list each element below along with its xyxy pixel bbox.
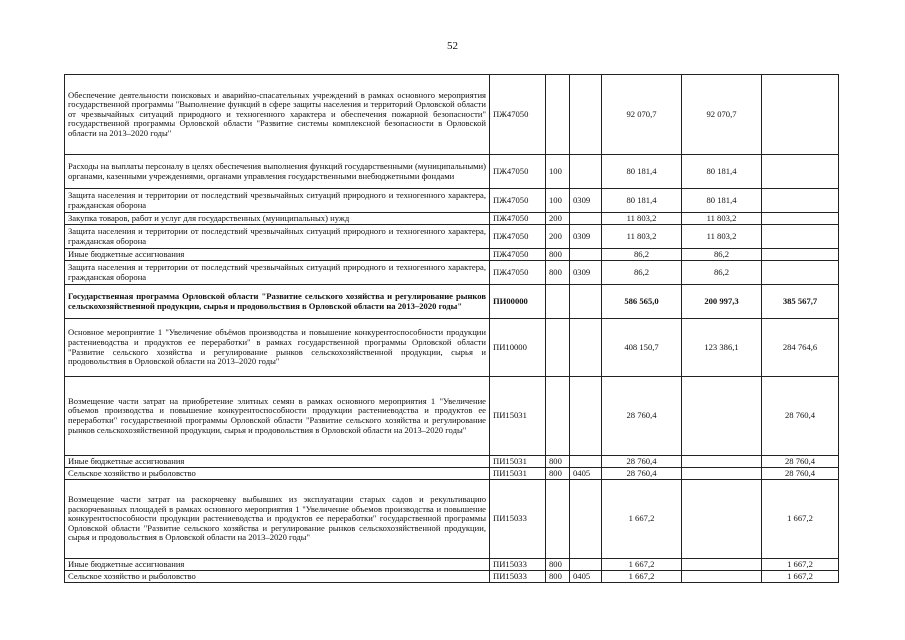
row-sum-total-cell: 1 667,2 (602, 480, 682, 559)
row-code-cell: ПИ10000 (490, 319, 546, 377)
row-expense-type-cell (546, 480, 570, 559)
row-sum-federal-cell (762, 249, 839, 261)
row-sum-federal-cell (762, 75, 839, 155)
table-row (65, 189, 839, 213)
row-code-cell: ПЖ47050 (490, 249, 546, 261)
row-expense-type-cell: 200 (546, 225, 570, 249)
row-sum-regional-cell: 80 181,4 (682, 155, 762, 189)
row-sum-regional-cell: 200 997,3 (682, 285, 762, 319)
row-expense-type-cell: 800 (546, 559, 570, 571)
row-section-cell (570, 377, 602, 456)
row-expense-type-cell: 800 (546, 261, 570, 285)
row-name-cell: Иные бюджетные ассигнования (65, 456, 490, 468)
table-row (65, 559, 839, 571)
table-row (65, 468, 839, 480)
row-sum-federal-cell: 28 760,4 (762, 456, 839, 468)
row-code-cell: ПЖ47050 (490, 261, 546, 285)
row-code-cell: ПЖ47050 (490, 213, 546, 225)
row-code-cell: ПЖ47050 (490, 225, 546, 249)
row-sum-federal-cell: 1 667,2 (762, 571, 839, 583)
row-section-cell (570, 319, 602, 377)
row-sum-total-cell: 586 565,0 (602, 285, 682, 319)
table-row (65, 480, 839, 559)
row-sum-federal-cell (762, 225, 839, 249)
row-name-cell: Иные бюджетные ассигнования (65, 559, 490, 571)
row-sum-regional-cell (682, 571, 762, 583)
table-row (65, 285, 839, 319)
table-row (65, 377, 839, 456)
row-sum-federal-cell: 28 760,4 (762, 468, 839, 480)
row-name-cell: Закупка товаров, работ и услуг для государственных (муниципальных) нужд (65, 213, 490, 225)
row-section-cell (570, 75, 602, 155)
row-code-cell: ПЖ47050 (490, 155, 546, 189)
row-expense-type-cell: 800 (546, 468, 570, 480)
row-code-cell: ПИ15033 (490, 571, 546, 583)
table-row (65, 249, 839, 261)
row-code-cell: ПЖ47050 (490, 189, 546, 213)
row-sum-regional-cell: 86,2 (682, 249, 762, 261)
row-sum-federal-cell: 1 667,2 (762, 480, 839, 559)
row-expense-type-cell (546, 285, 570, 319)
row-expense-type-cell: 200 (546, 213, 570, 225)
row-section-cell (570, 213, 602, 225)
row-sum-federal-cell: 385 567,7 (762, 285, 839, 319)
row-sum-total-cell: 28 760,4 (602, 377, 682, 456)
row-name-cell: Государственная программа Орловской области "Развитие сельского хозяйства и регулирование рынков сельскохозяйственной продукции, сырья и продовольствия в Орловской области на 2013–2020 годы" (65, 285, 490, 319)
row-expense-type-cell (546, 377, 570, 456)
table-row (65, 456, 839, 468)
table-row (65, 75, 839, 155)
row-code-cell: ПИ15031 (490, 456, 546, 468)
row-sum-regional-cell (682, 559, 762, 571)
row-name-cell: Защита населения и территории от последствий чрезвычайных ситуаций природного и техногенного характера, гражданская оборона (65, 189, 490, 213)
row-sum-regional-cell (682, 377, 762, 456)
row-sum-federal-cell (762, 261, 839, 285)
row-sum-total-cell: 80 181,4 (602, 189, 682, 213)
table-row (65, 213, 839, 225)
row-sum-total-cell: 92 070,7 (602, 75, 682, 155)
row-name-cell: Защита населения и территории от последствий чрезвычайных ситуаций природного и техногенного характера, гражданская оборона (65, 261, 490, 285)
row-sum-total-cell: 11 803,2 (602, 213, 682, 225)
row-sum-total-cell: 1 667,2 (602, 571, 682, 583)
row-name-cell: Иные бюджетные ассигнования (65, 249, 490, 261)
row-sum-federal-cell: 284 764,6 (762, 319, 839, 377)
row-sum-total-cell: 1 667,2 (602, 559, 682, 571)
row-name-cell: Обеспечение деятельности поисковых и аварийно-спасательных учреждений в рамках основного мероприятия государственной программы "Выполнение функций в сфере защиты населения и территорий Орловской области от чрезвычайных ситуаций природного и техногенного характера и обеспечения пожарной безопасности" государственной программы Орловской области "Развитие системы комплексной безопасности в Орловской области на 2013–2020 годы" (65, 75, 490, 155)
row-section-cell (570, 559, 602, 571)
table-row (65, 319, 839, 377)
table-row (65, 225, 839, 249)
row-expense-type-cell: 800 (546, 571, 570, 583)
row-name-cell: Сельское хозяйство и рыболовство (65, 468, 490, 480)
row-sum-federal-cell (762, 213, 839, 225)
row-name-cell: Защита населения и территории от последствий чрезвычайных ситуаций природного и техногенного характера, гражданская оборона (65, 225, 490, 249)
row-sum-total-cell: 28 760,4 (602, 456, 682, 468)
budget-table-body (65, 75, 839, 583)
row-code-cell: ПИ15033 (490, 480, 546, 559)
row-sum-regional-cell: 11 803,2 (682, 213, 762, 225)
row-expense-type-cell: 100 (546, 155, 570, 189)
row-sum-total-cell: 11 803,2 (602, 225, 682, 249)
row-section-cell: 0309 (570, 189, 602, 213)
row-sum-total-cell: 408 150,7 (602, 319, 682, 377)
row-section-cell: 0309 (570, 225, 602, 249)
row-section-cell (570, 249, 602, 261)
row-name-cell: Сельское хозяйство и рыболовство (65, 571, 490, 583)
row-expense-type-cell: 800 (546, 456, 570, 468)
row-name-cell: Расходы на выплаты персоналу в целях обеспечения выполнения функций государственными (муниципальными) органами, казенными учреждениями, органами управления государственными внебюджетными фондами (65, 155, 490, 189)
row-code-cell: ПИ00000 (490, 285, 546, 319)
row-sum-federal-cell (762, 155, 839, 189)
row-name-cell: Возмещение части затрат на приобретение элитных семян в рамках основного мероприятия 1 "Увеличение объемов производства и повышение конкурентоспособности продукции растениеводства и продуктов ее переработки" государственной программы Орловской области "Развитие сельского хозяйства и регулирование рынков сельскохозяйственной продукции, сырья и продовольствия в Орловской области на 2013–2020 годы" (65, 377, 490, 456)
row-sum-regional-cell: 86,2 (682, 261, 762, 285)
row-section-cell (570, 155, 602, 189)
row-sum-regional-cell: 92 070,7 (682, 75, 762, 155)
row-sum-total-cell: 86,2 (602, 249, 682, 261)
row-section-cell (570, 456, 602, 468)
row-sum-regional-cell: 11 803,2 (682, 225, 762, 249)
row-code-cell: ПЖ47050 (490, 75, 546, 155)
row-section-cell (570, 285, 602, 319)
table-row (65, 261, 839, 285)
row-sum-regional-cell: 123 386,1 (682, 319, 762, 377)
row-expense-type-cell: 100 (546, 189, 570, 213)
row-code-cell: ПИ15031 (490, 377, 546, 456)
row-section-cell: 0405 (570, 468, 602, 480)
row-code-cell: ПИ15033 (490, 559, 546, 571)
page-number: 52 (447, 40, 458, 52)
row-expense-type-cell (546, 75, 570, 155)
row-sum-federal-cell: 28 760,4 (762, 377, 839, 456)
budget-table (64, 74, 839, 583)
row-sum-total-cell: 86,2 (602, 261, 682, 285)
row-sum-regional-cell (682, 480, 762, 559)
row-sum-regional-cell (682, 468, 762, 480)
row-sum-total-cell: 80 181,4 (602, 155, 682, 189)
row-sum-regional-cell (682, 456, 762, 468)
row-section-cell: 0405 (570, 571, 602, 583)
row-expense-type-cell (546, 319, 570, 377)
table-row (65, 155, 839, 189)
table-row (65, 571, 839, 583)
row-name-cell: Основное мероприятие 1 "Увеличение объёмов производства и повышение конкурентоспособности продукции растениеводства и продуктов ее переработки" в рамках государственной программы Орловской области "Развитие сельского хозяйства и регулирование рынков сельскохозяйственной продукции, сырья и продовольствия в Орловской области на 2013–2020 годы" (65, 319, 490, 377)
row-expense-type-cell: 800 (546, 249, 570, 261)
row-code-cell: ПИ15031 (490, 468, 546, 480)
row-sum-federal-cell (762, 189, 839, 213)
row-section-cell: 0309 (570, 261, 602, 285)
row-sum-regional-cell: 80 181,4 (682, 189, 762, 213)
row-sum-federal-cell: 1 667,2 (762, 559, 839, 571)
row-name-cell: Возмещение части затрат на раскорчевку выбывших из эксплуатации старых садов и рекультивацию раскорчеванных площадей в рамках основного мероприятия 1 "Увеличение объемов производства и повышение конкурентоспособности продукции растениеводства и продуктов ее переработки" государственной программы Орловской области "Развитие сельского хозяйства и регулирование рынков сельскохозяйственной продукции, сырья и продовольствия в Орловской области на 2013–2020 годы" (65, 480, 490, 559)
row-sum-total-cell: 28 760,4 (602, 468, 682, 480)
row-section-cell (570, 480, 602, 559)
